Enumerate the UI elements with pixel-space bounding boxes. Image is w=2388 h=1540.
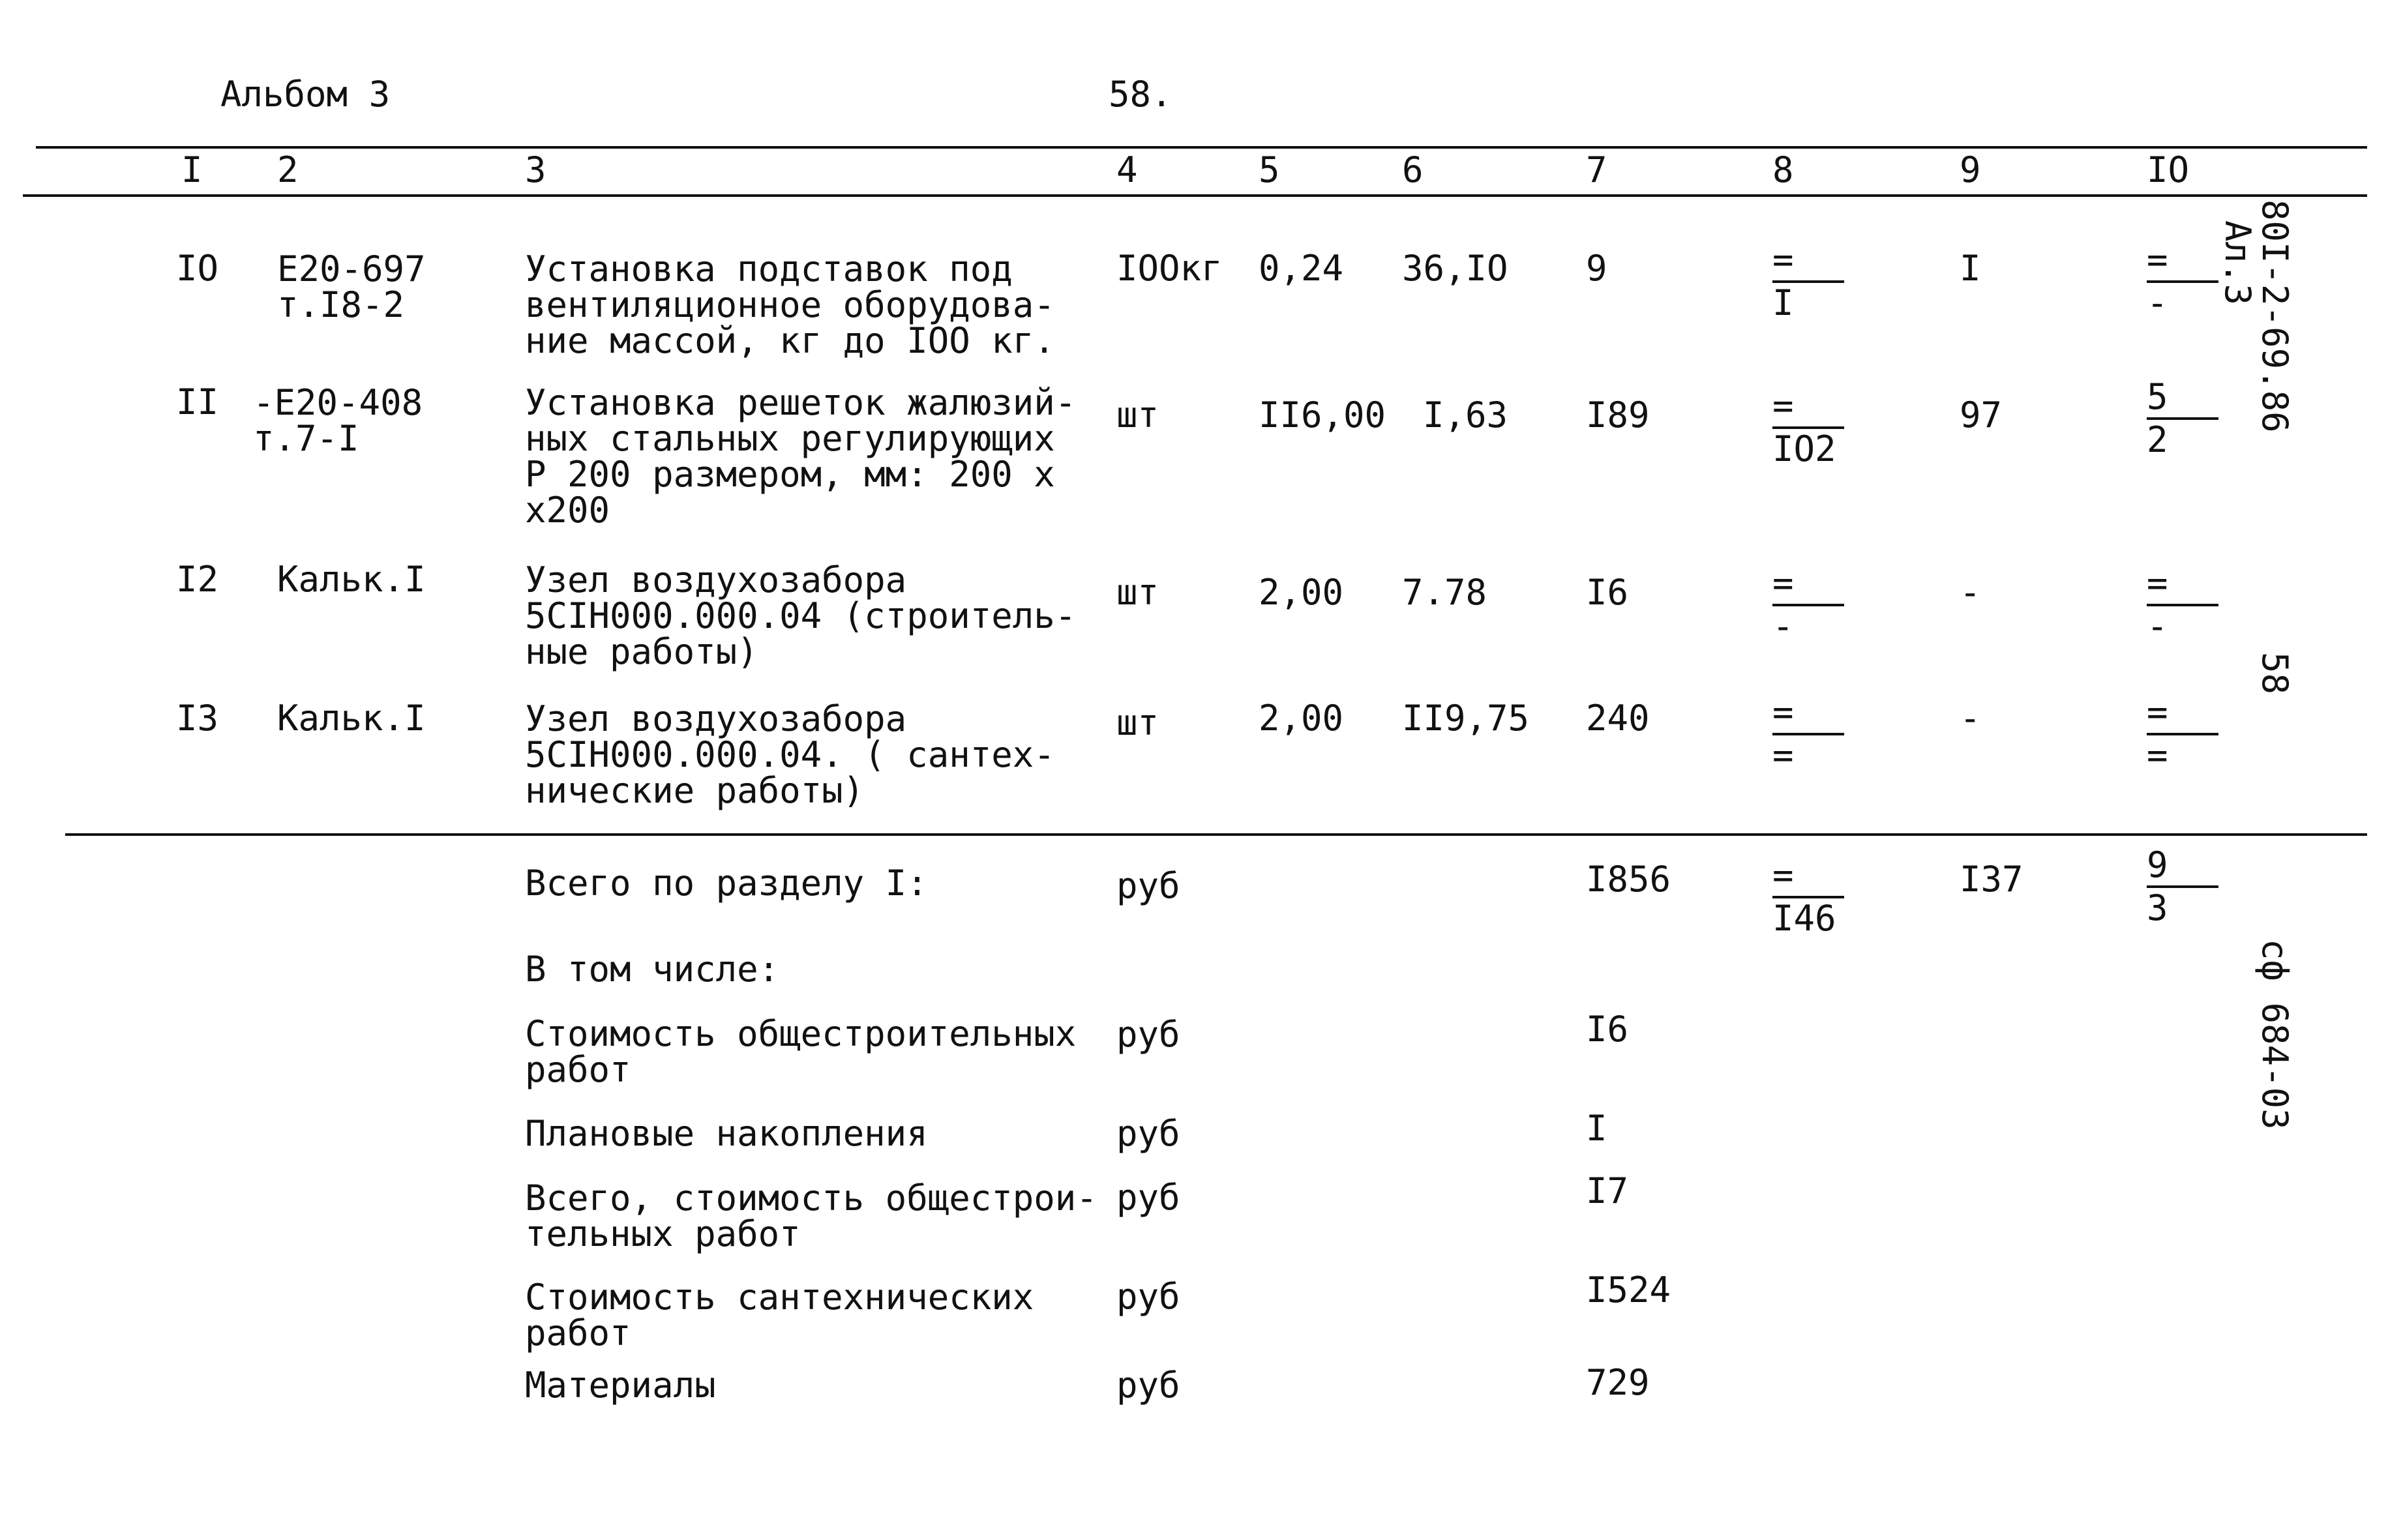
col-header-7: 7 xyxy=(1586,149,1607,190)
section-rule xyxy=(65,833,2367,836)
row-col10-fraction xyxy=(2147,563,2225,647)
summary-item-value: I524 xyxy=(1586,1269,1671,1310)
col-header-1: I xyxy=(181,149,203,190)
summary-item-unit: руб xyxy=(1116,1276,1180,1317)
col-header-10: IO xyxy=(2147,149,2190,190)
row-quantity: 2,00 xyxy=(1259,698,1344,739)
row-col9: - xyxy=(1960,572,1981,613)
row-col8-fraction xyxy=(1772,692,1851,776)
summary-total-label: Всего по разделу I: xyxy=(525,863,928,904)
row-description: Узел воздухозабора 5CIH000.000.04 (строитель- ные работы) xyxy=(525,559,1077,672)
row-quantity: 2,00 xyxy=(1259,572,1344,613)
summary-item-label: Всего, стоимость общестрои- тельных работ xyxy=(525,1177,1097,1254)
row-col9: - xyxy=(1960,698,1981,739)
row-unit: шт xyxy=(1116,394,1159,436)
fraction-denominator: = xyxy=(2147,735,2168,776)
fraction-numerator: = xyxy=(2147,692,2168,733)
fraction-numerator: = xyxy=(2147,239,2168,280)
row-col10-fraction xyxy=(2147,376,2225,460)
row-number: II xyxy=(176,381,219,422)
row-col8-fraction xyxy=(1772,563,1851,647)
fraction-denominator: 2 xyxy=(2147,419,2168,460)
row-number: I2 xyxy=(176,559,219,600)
fraction-denominator: I46 xyxy=(1772,898,1836,939)
fraction-numerator: = xyxy=(1772,563,1794,604)
fraction-denominator: 3 xyxy=(2147,887,2168,928)
row-col8-fraction xyxy=(1772,385,1851,469)
col-header-8: 8 xyxy=(1772,149,1794,190)
col-header-2: 2 xyxy=(277,149,299,190)
margin-stamp: сф 684-03 xyxy=(2254,939,2295,1130)
fraction-numerator: = xyxy=(1772,692,1794,733)
summary-item-unit: руб xyxy=(1116,1014,1180,1055)
summary-item-unit: руб xyxy=(1116,1113,1180,1154)
summary-col9: I37 xyxy=(1960,859,2023,900)
row-price: I,63 xyxy=(1423,394,1508,436)
including-label: В том числе: xyxy=(525,949,780,990)
summary-item-label: Стоимость общестроительных работ xyxy=(525,1013,1077,1090)
fraction-numerator: = xyxy=(1772,239,1794,280)
col-header-4: 4 xyxy=(1116,149,1138,190)
summary-item-label: Плановые накопления xyxy=(525,1113,928,1154)
row-total: I89 xyxy=(1586,394,1650,436)
row-quantity: II6,00 xyxy=(1259,394,1386,436)
summary-total-unit: руб xyxy=(1116,865,1180,906)
summary-item-unit: руб xyxy=(1116,1365,1180,1406)
fraction-numerator: = xyxy=(2147,563,2168,604)
row-price: 7.78 xyxy=(1402,572,1487,613)
row-code: Кальк.I xyxy=(277,559,426,600)
margin-doc-code: 80I-2-69.86 xyxy=(2254,200,2295,433)
fraction-denominator: - xyxy=(2147,606,2168,647)
col-header-9: 9 xyxy=(1960,149,1981,190)
margin-sheet-number: 58 xyxy=(2254,652,2295,695)
row-col9: 97 xyxy=(1960,394,2003,436)
summary-item-label: Стоимость сантехнических работ xyxy=(525,1277,1034,1354)
row-unit: шт xyxy=(1116,572,1159,613)
row-quantity: 0,24 xyxy=(1259,248,1344,289)
row-price: 36,IO xyxy=(1402,248,1508,289)
fraction-denominator: - xyxy=(1772,606,1794,647)
table-header-rule xyxy=(23,194,2367,197)
row-unit: IOOкг xyxy=(1116,248,1223,289)
row-price: II9,75 xyxy=(1402,698,1530,739)
row-total: 240 xyxy=(1586,698,1650,739)
summary-col8-fraction xyxy=(1772,855,1851,939)
summary-item-label: Материалы xyxy=(525,1365,716,1406)
fraction-denominator: IO2 xyxy=(1772,428,1836,469)
col-header-3: 3 xyxy=(525,149,546,190)
summary-item-value: 729 xyxy=(1586,1362,1650,1403)
row-number: IO xyxy=(176,248,219,289)
summary-total-value: I856 xyxy=(1586,859,1671,900)
fraction-numerator: 5 xyxy=(2147,376,2168,417)
row-description: Узел воздухозабора 5CIH000.000.04. ( сантех- нические работы) xyxy=(525,698,1055,811)
row-code: -E20-408 т.7-I xyxy=(253,382,423,459)
row-col8-fraction xyxy=(1772,239,1851,323)
summary-item-value: I6 xyxy=(1586,1009,1629,1050)
row-col10-fraction xyxy=(2147,692,2225,776)
album-label: Альбом 3 xyxy=(220,74,391,115)
page-number: 58. xyxy=(1109,74,1172,115)
fraction-denominator: I xyxy=(1772,282,1794,323)
fraction-denominator: = xyxy=(1772,735,1794,776)
row-col9: I xyxy=(1960,248,1981,289)
row-description: Установка подставок под вентиляционное оборудова- ние массой, кг до IOO кг. xyxy=(525,248,1055,361)
fraction-numerator: = xyxy=(1772,855,1794,896)
table-top-rule xyxy=(36,146,2367,149)
row-unit: шт xyxy=(1116,702,1159,743)
row-number: I3 xyxy=(176,698,219,739)
margin-album-ref: Ал.3 xyxy=(2217,220,2258,306)
summary-item-unit: руб xyxy=(1116,1177,1180,1218)
fraction-numerator: 9 xyxy=(2147,844,2168,885)
summary-col10-fraction xyxy=(2147,844,2225,928)
fraction-numerator: = xyxy=(1772,385,1794,426)
row-total: 9 xyxy=(1586,248,1607,289)
row-code: E20-697 т.I8-2 xyxy=(277,248,426,325)
col-header-5: 5 xyxy=(1259,149,1280,190)
summary-item-value: I xyxy=(1586,1108,1607,1149)
summary-item-value: I7 xyxy=(1586,1170,1629,1211)
fraction-denominator: - xyxy=(2147,282,2168,323)
row-col10-fraction xyxy=(2147,239,2225,323)
row-description: Установка решеток жалюзий- ных стальных регулирующих Р 200 размером, мм: 200 х х200 xyxy=(525,382,1077,531)
col-header-6: 6 xyxy=(1402,149,1424,190)
row-code: Кальк.I xyxy=(277,698,426,739)
row-total: I6 xyxy=(1586,572,1629,613)
